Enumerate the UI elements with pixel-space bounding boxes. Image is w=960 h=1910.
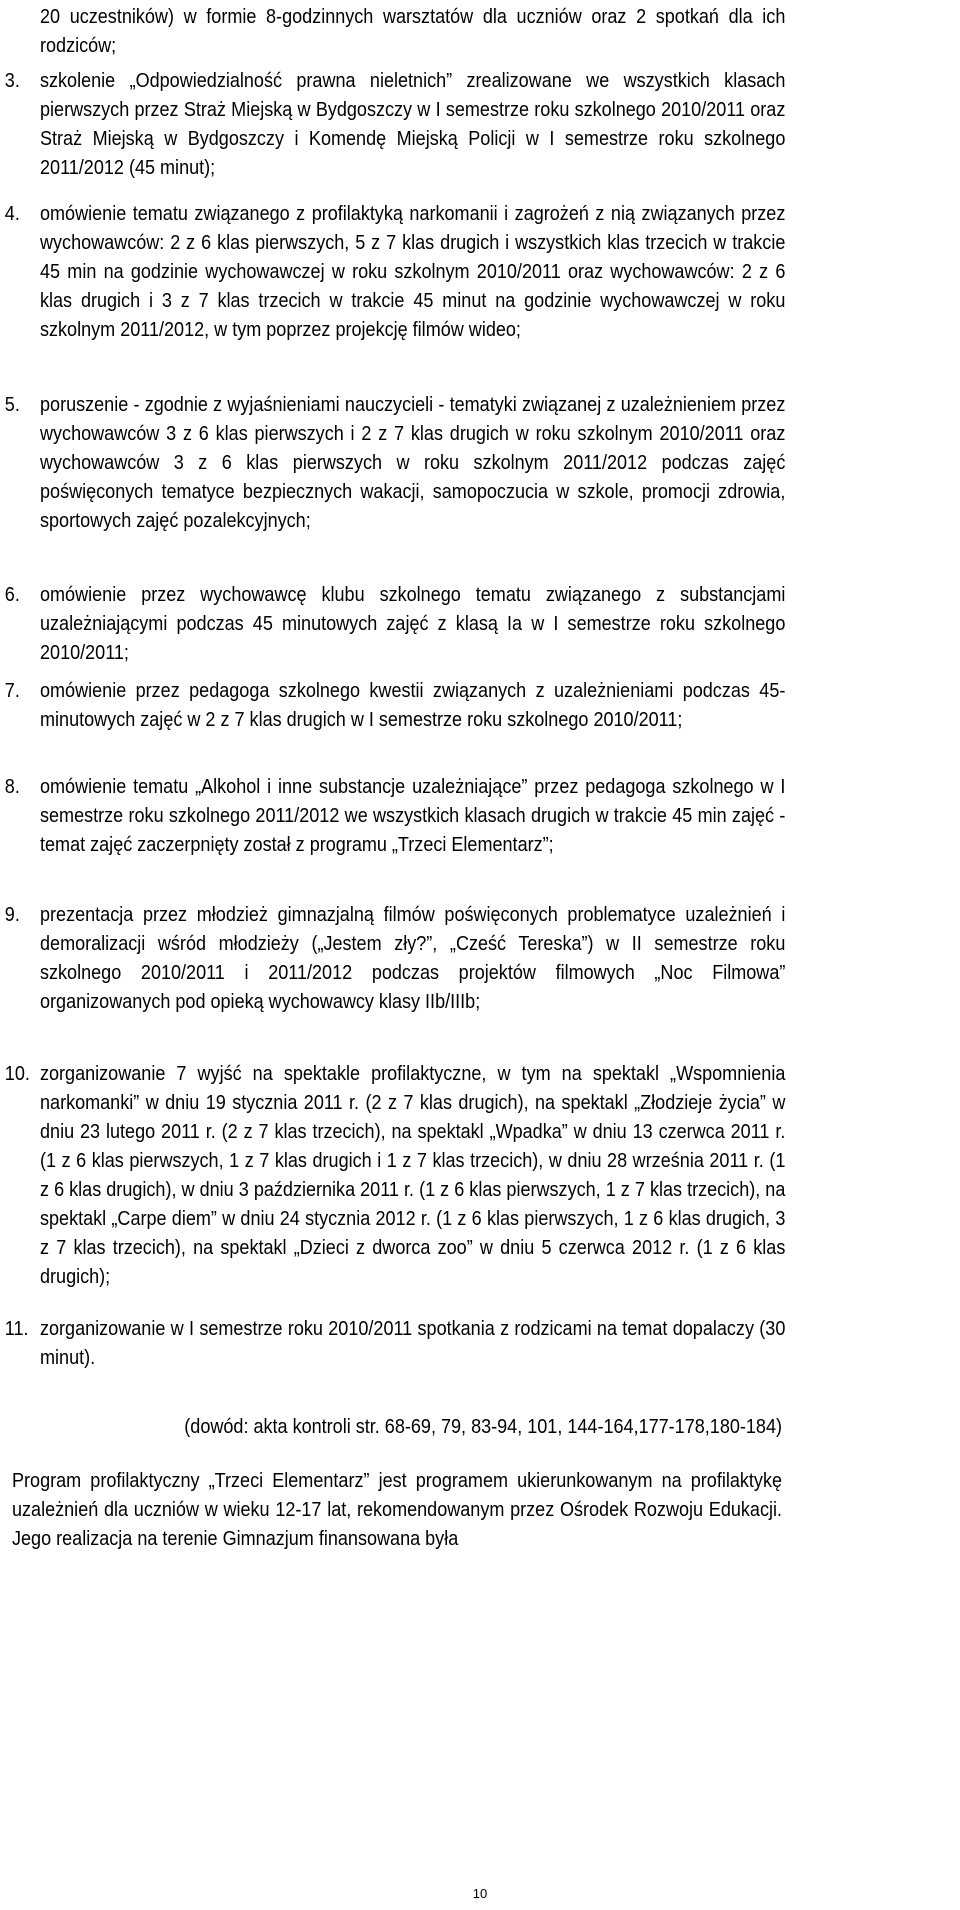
item-text: omówienie tematu „Alkohol i inne substancje uzależniające” przez pedagoga szkolnego w I semestrze roku szkolnego 2011/2012 we wszystkich klasach drugich w trakcie 45 min zajęć - temat zajęć zaczerpnięty został z programu „Trzeci Elementarz”;	[40, 775, 786, 856]
item-text: omówienie przez wychowawcę klubu szkolnego tematu związanego z substancjami uzależniającymi podczas 45 minutowych zajęć z klasą Ia w I semestrze roku szkolnego 2010/2011;	[40, 583, 786, 664]
page-number: 10	[472, 1886, 488, 1901]
list-item	[4, 772, 786, 859]
list-item	[4, 1314, 786, 1372]
list-item	[4, 390, 786, 535]
item-number: 11.	[4, 1317, 29, 1340]
item-number: 3.	[4, 69, 20, 92]
item-number: 7.	[4, 679, 20, 702]
item-text: szkolenie „Odpowiedzialność prawna nieletnich” zrealizowane we wszystkich klasach pierwszych przez Straż Miejską w Bydgoszczy w I semestrze roku szkolnego 2010/2011 oraz Straż Miejską w Bydgoszczy i Komendę Miejską Policji w I semestrze roku szkolnego 2011/2012 (45 minut);	[40, 69, 786, 179]
item-text: zorganizowanie 7 wyjść na spektakle profilaktyczne, w tym na spektakl „Wspomnienia narkomanki” w dniu 19 stycznia 2011 r. (2 z 7 klas drugich), na spektakl „Złodzieje życia” w dniu 23 lutego 2011 r. (2 z 7 klas trzecich), na spektakl „Wpadka” w dniu 13 czerwca 2011 r. (1 z 6 klas pierwszych, 1 z 7 klas drugich i 1 z 7 klas trzecich), w dniu 28 września 2011 r. (1 z 6 klas drugich), w dniu 3 października 2011 r. (1 z 6 klas pierwszych, 1 z 7 klas trzecich), na spektakl „Carpe diem” w dniu 24 stycznia 2012 r. (1 z 6 klas pierwszych, 1 z 6 klas drugich, 3 z 7 klas trzecich), na spektakl „Dzieci z dworca zoo” w dniu 5 czerwca 2012 r. (1 z 6 klas drugich);	[40, 1062, 786, 1288]
list-item	[4, 580, 786, 667]
item-number: 10.	[4, 1062, 30, 1085]
item-text: omówienie tematu związanego z profilaktyką narkomanii i zagrożeń z nią związanych przez wychowawców: 2 z 6 klas pierwszych, 5 z 7 klas drugich i wszystkich klas trzecich w trakcie 45 min na godzinie wychowawczej w roku szkolnym 2010/2011 oraz wychowawców: 2 z 6 klas drugich i 3 z 7 klas trzecich w trakcie 45 minut na godzinie wychowawczej w roku szkolnym 2011/2012, w tym poprzez projekcję filmów wideo;	[40, 202, 786, 341]
list-item	[4, 1059, 786, 1291]
item-number: 9.	[4, 903, 20, 926]
item-text: omówienie przez pedagoga szkolnego kwestii związanych z uzależnieniami podczas 45-minutowych zajęć w 2 z 7 klas drugich w I semestrze roku szkolnego 2010/2011;	[40, 679, 786, 731]
source-note: (dowód: akta kontroli str. 68-69, 79, 83-94, 101, 144-164,177-178,180-184)	[184, 1415, 782, 1438]
item-text: poruszenie - zgodnie z wyjaśnieniami nauczycieli - tematyki związanej z uzależnieniem przez wychowawców 3 z 6 klas pierwszych i 2 z 7 klas drugich w roku szkolnym 2010/2011 oraz wychowawców 3 z 6 klas pierwszych w roku szkolnym 2011/2012 podczas zajęć poświęconych tematyce bezpiecznych wakacji, samopoczucia w szkole, promocji zdrowia, sportowych zajęć pozalekcyjnych;	[40, 393, 786, 532]
closing-paragraph: Program profilaktyczny „Trzeci Elementarz” jest programem ukierunkowanym na profilaktykę uzależnień dla uczniów w wieku 12-17 lat, rekomendowanym przez Ośrodek Rozwoju Edukacji. Jego realizacja na terenie Gimnazjum finansowana była	[12, 1469, 782, 1550]
list-item	[4, 676, 786, 734]
list-item	[4, 66, 786, 182]
list-item	[4, 900, 786, 1016]
item-text: zorganizowanie w I semestrze roku 2010/2011 spotkania z rodzicami na temat dopalaczy (30 minut).	[40, 1317, 786, 1369]
list-item	[4, 199, 786, 344]
item-number: 5.	[4, 393, 20, 416]
item-text: prezentacja przez młodzież gimnazjalną filmów poświęconych problematyce uzależnień i demoralizacji wśród młodzieży („Jestem zły?”, „Cześć Tereska”) w II semestrze roku szkolnego 2010/2011 i 2011/2012 podczas projektów filmowych „Noc Filmowa” organizowanych pod opieką wychowawcy klasy IIb/IIIb;	[40, 903, 786, 1013]
item-number: 8.	[4, 775, 20, 798]
continuation-text: 20 uczestników) w formie 8-godzinnych warsztatów dla uczniów oraz 2 spotkań dla ich rodziców;	[40, 5, 786, 57]
item-number: 6.	[4, 583, 20, 606]
item-number: 4.	[4, 202, 20, 225]
